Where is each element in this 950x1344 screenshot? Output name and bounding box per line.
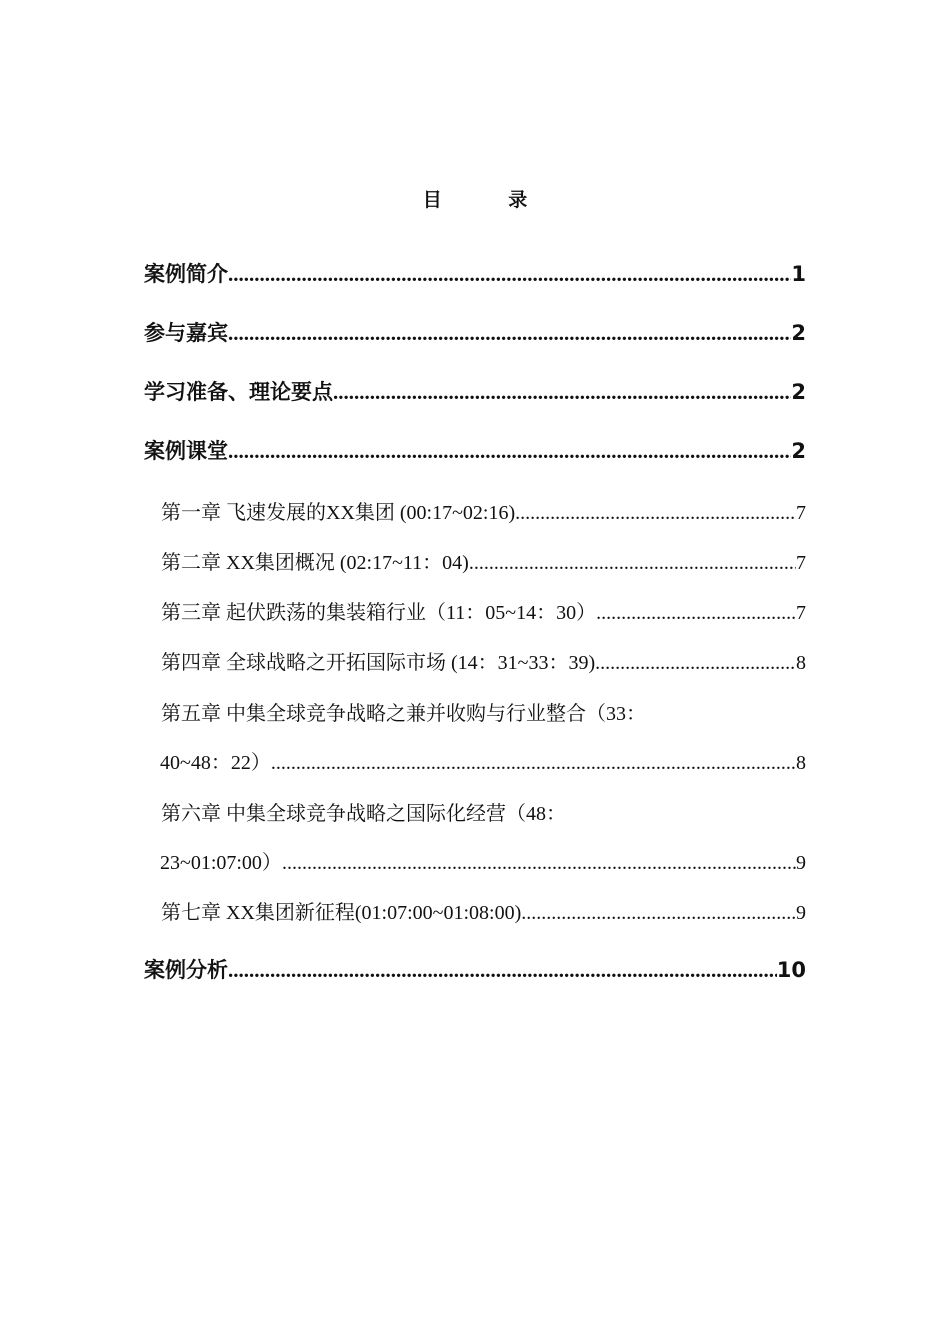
- dot-leader: [228, 307, 791, 359]
- toc-entry-preparation[interactable]: [144, 366, 806, 425]
- toc-entry-label: 第七章 XX集团新征程(01:07:00~01:08:00): [161, 902, 522, 924]
- toc-entry-label: 第三章 起伏跌荡的集装箱行业（11：05~14：30）: [161, 602, 597, 624]
- dot-leader: [515, 488, 796, 538]
- toc-entry-chapter-6-line-1[interactable]: [144, 788, 806, 838]
- toc-entry-page: 2: [791, 321, 806, 345]
- toc-entry-guests[interactable]: [144, 307, 806, 366]
- toc-entry-page: 1: [791, 262, 806, 286]
- toc-entry-page: 2: [791, 380, 806, 404]
- dot-leader: [271, 738, 796, 788]
- dot-leader: [469, 538, 796, 588]
- toc-title: 目 录: [422, 189, 558, 211]
- dot-leader: [521, 888, 796, 938]
- toc-entry-label: 第四章 全球战略之开拓国际市场 (14：31~33：39): [161, 652, 596, 674]
- dot-leader: [228, 425, 791, 477]
- toc-entry-label: 第六章 中集全球竞争战略之国际化经营（48：: [161, 803, 566, 825]
- toc-entry-chapter-2[interactable]: [144, 538, 806, 588]
- toc-entry-page: 7: [796, 552, 806, 574]
- toc-entry-label: 案例分析: [144, 958, 228, 982]
- toc-entry-chapter-3[interactable]: [144, 588, 806, 638]
- toc-entry-page: 7: [796, 502, 806, 524]
- toc-entry-page: 9: [796, 902, 806, 924]
- toc-entry-chapter-1[interactable]: [144, 488, 806, 538]
- dot-leader: [596, 588, 796, 638]
- toc-entry-page: 2: [791, 439, 806, 463]
- toc-entry-page: 7: [796, 602, 806, 624]
- toc-entry-page: 10: [776, 958, 806, 982]
- toc-entry-label: 第二章 XX集团概况 (02:17~11：04): [161, 552, 469, 574]
- toc-entry-label-continued: 40~48：22）: [160, 752, 271, 774]
- toc-entry-label: 第五章 中集全球竞争战略之兼并收购与行业整合（33：: [161, 703, 646, 725]
- toc-entry-page: 8: [796, 752, 806, 774]
- toc-entry-chapter-5-line-2[interactable]: [144, 738, 806, 788]
- toc-entry-case-intro[interactable]: [144, 248, 806, 307]
- dot-leader: [282, 838, 796, 888]
- dot-leader: [595, 638, 796, 688]
- toc-entry-label: 案例课堂: [144, 439, 228, 463]
- toc-entry-label: 参与嘉宾: [144, 321, 228, 345]
- toc-entry-label: 学习准备、理论要点: [144, 380, 333, 404]
- toc-entry-chapter-5-line-1[interactable]: [144, 688, 806, 738]
- toc-entry-label: 案例简介: [144, 262, 228, 286]
- toc-entry-page: 8: [796, 652, 806, 674]
- toc-entry-label-continued: 23~01:07:00）: [160, 852, 282, 874]
- dot-leader: [333, 366, 791, 418]
- toc-entry-chapter-6-line-2[interactable]: [144, 838, 806, 888]
- dot-leader: [228, 944, 777, 996]
- toc-entry-case-analysis[interactable]: [144, 944, 806, 1003]
- toc-entry-label: 第一章 飞速发展的XX集团 (00:17~02:16): [161, 502, 516, 524]
- toc-entry-chapter-4[interactable]: [144, 638, 806, 688]
- table-of-contents: [144, 248, 806, 1003]
- toc-entry-chapter-7[interactable]: [144, 888, 806, 938]
- toc-entry-page: 9: [796, 852, 806, 874]
- dot-leader: [228, 248, 791, 300]
- toc-entry-case-classroom[interactable]: [144, 425, 806, 484]
